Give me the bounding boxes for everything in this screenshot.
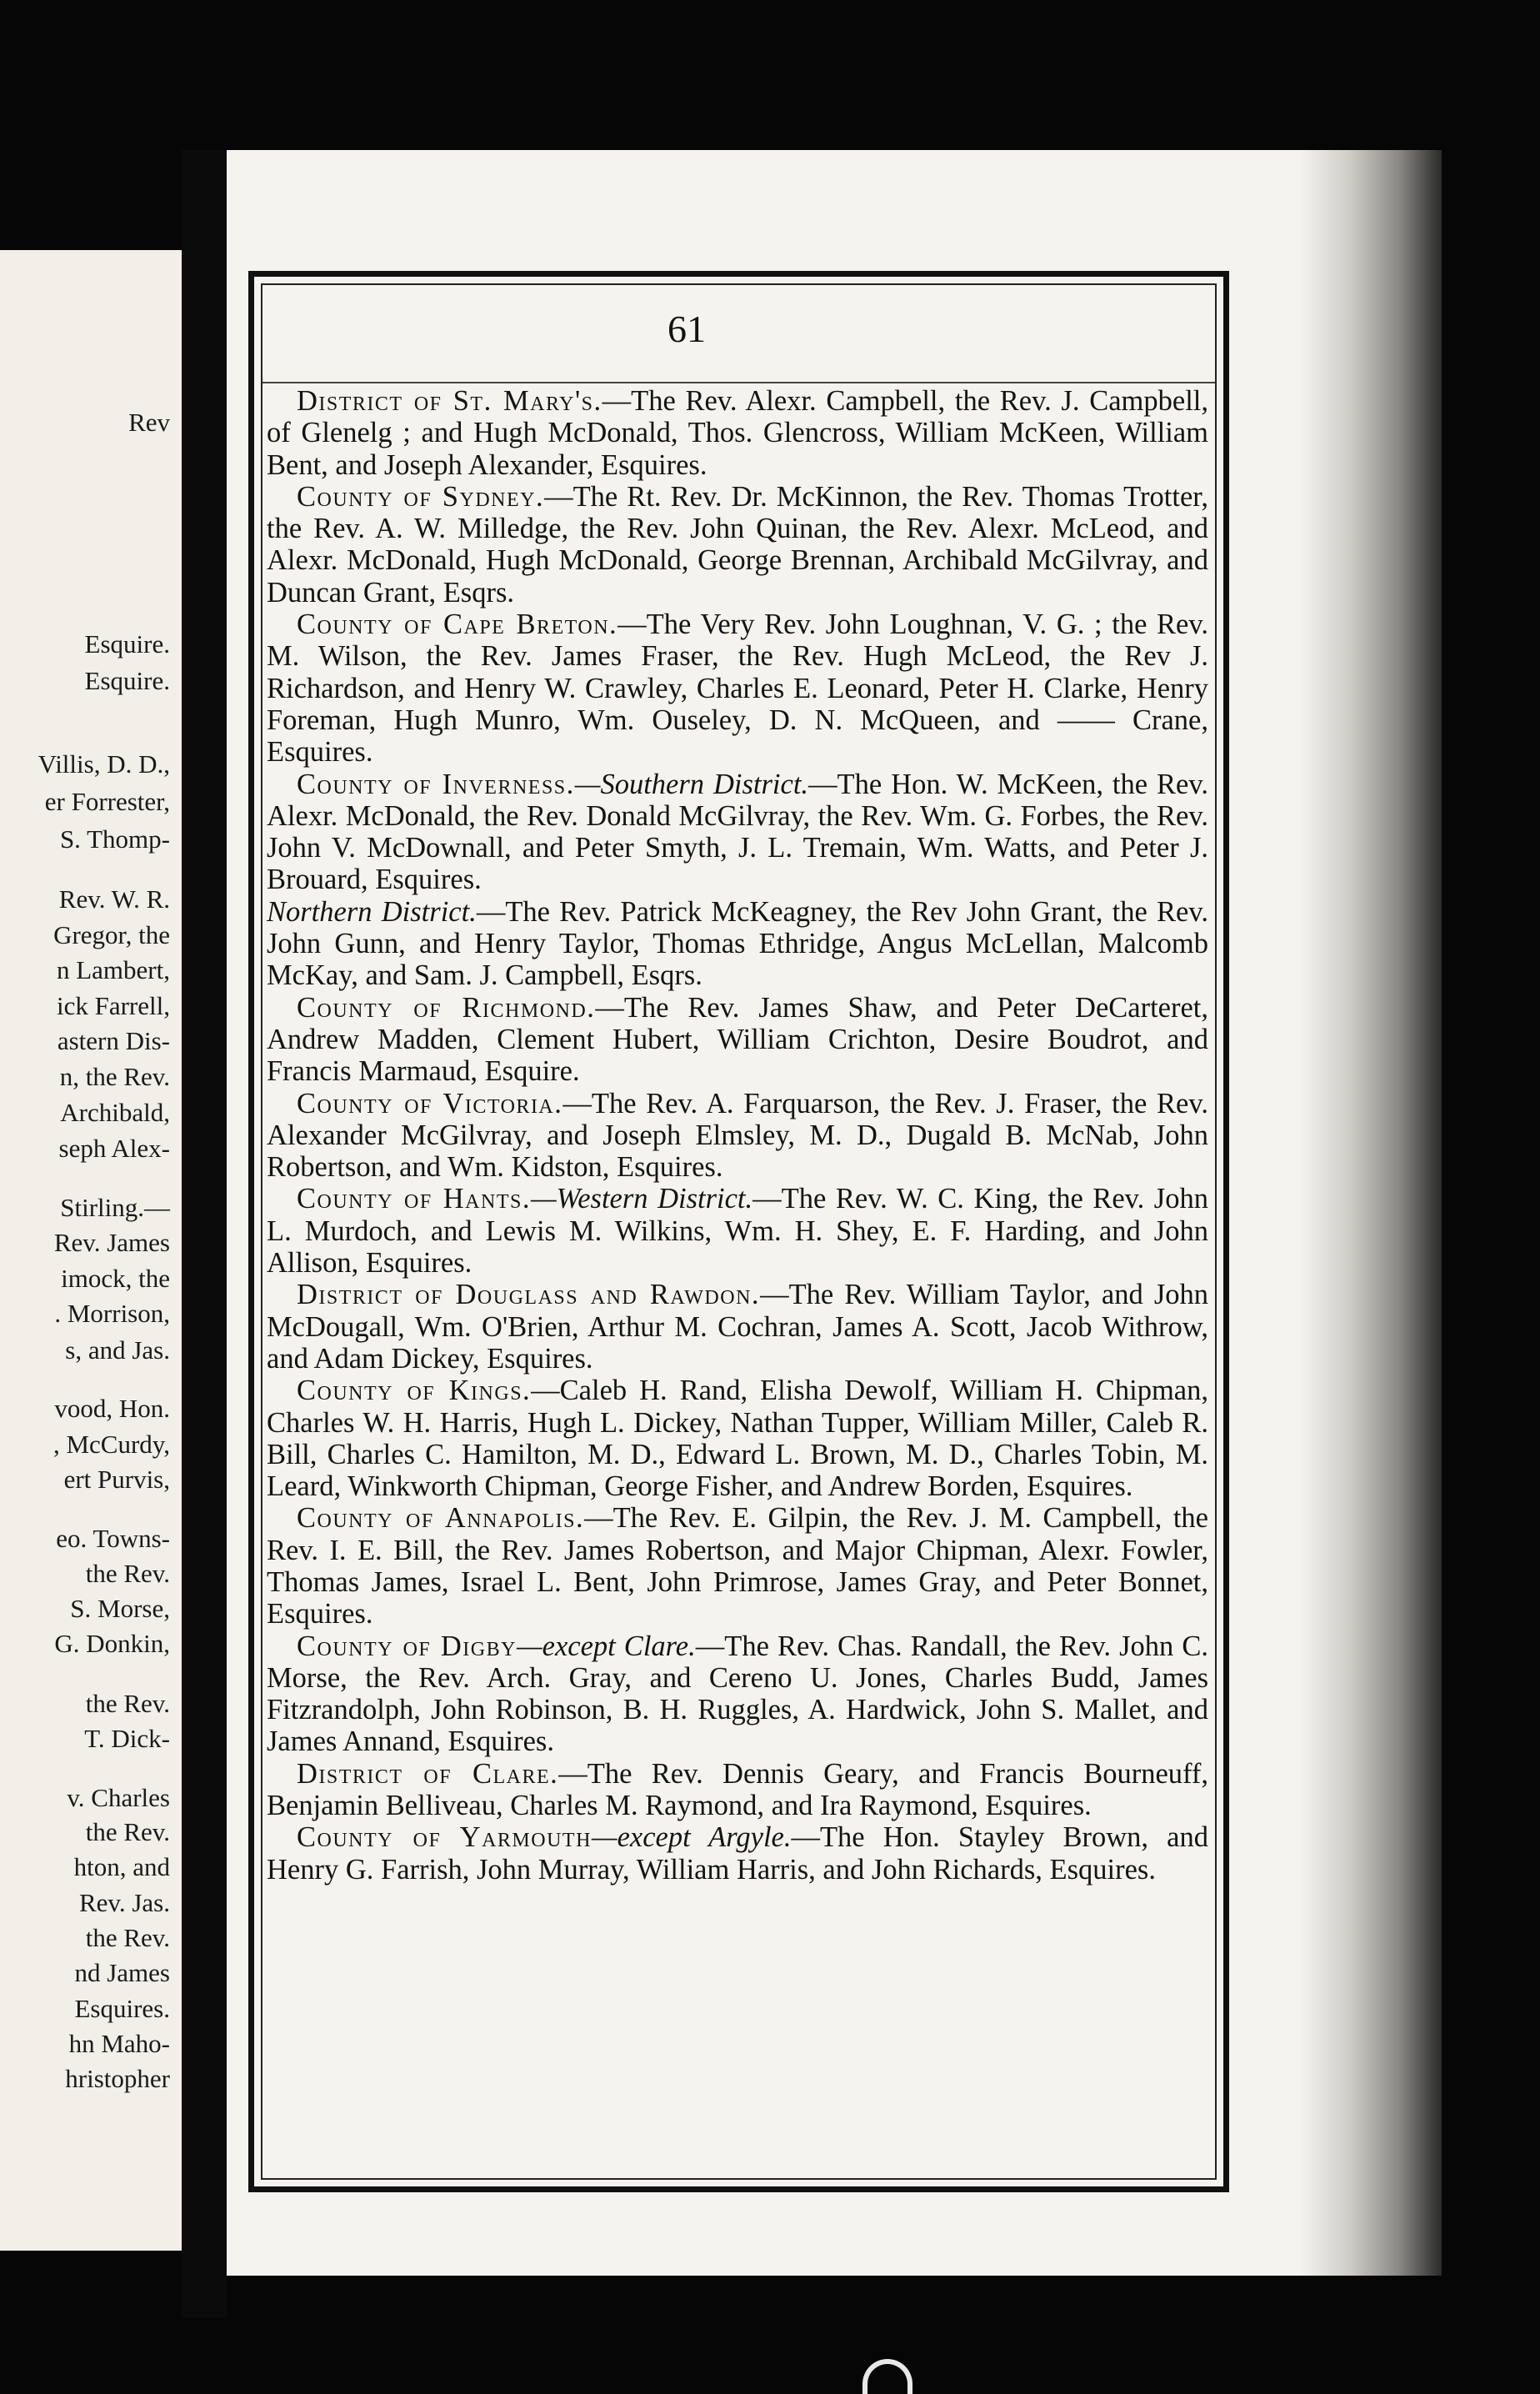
district-entry bbox=[267, 1183, 1208, 1279]
left-page-line: ick Farrell, bbox=[56, 991, 170, 1020]
left-page-line: astern Dis- bbox=[57, 1026, 170, 1055]
district-heading: County of Annapolis. bbox=[297, 1502, 585, 1535]
district-entry bbox=[267, 1502, 1208, 1630]
district-members: —The Rev. E. Gilpin, the Rev. J. M. Campbell, the Rev. I. E. Bill, the Rev. James Robertson, and Major Chipman, Alexr. Fowler, Thomas James, Israel L. Bent, John Primrose, James Gray, and Peter Bonnet, Esquires. bbox=[267, 1502, 1208, 1630]
district-entry bbox=[267, 1279, 1208, 1375]
district-entry bbox=[267, 896, 1208, 992]
district-entry bbox=[267, 385, 1208, 481]
left-page-line: hton, and bbox=[73, 1852, 170, 1881]
district-entry bbox=[267, 1821, 1208, 1886]
district-members: —The Rev. James Shaw, and Peter DeCarteret, Andrew Madden, Clement Hubert, William Crichton, Desire Boudrot, and Francis Marmaud, Esquire. bbox=[267, 991, 1209, 1088]
district-heading: District of Douglass and Rawdon. bbox=[297, 1279, 761, 1311]
left-page-line: Esquire. bbox=[84, 666, 170, 695]
left-page-line: Esquire. bbox=[84, 629, 170, 659]
district-members: —The Hon. W. McKeen, the Rev. Alexr. McDonald, the Rev. Donald McGilvray, the Rev. Wm. G. Forbes, the Rev. John V. McDownall, and Peter Smyth, J. L. Tremain, Wm. Watts, and Peter J. Brouard, Esquires. bbox=[267, 768, 1209, 896]
magistrates-list bbox=[267, 385, 1208, 1886]
district-subheading: —except Argyle. bbox=[591, 1821, 792, 1854]
district-heading: County of Digby bbox=[297, 1630, 517, 1662]
left-page-line: Rev bbox=[128, 408, 170, 437]
district-entry bbox=[267, 481, 1208, 609]
left-page-line: the Rev. bbox=[85, 1689, 170, 1718]
district-entry bbox=[267, 1758, 1208, 1822]
header-rule bbox=[262, 382, 1215, 383]
left-page-line: er Forrester, bbox=[44, 787, 170, 816]
district-heading: County of Yarmouth bbox=[297, 1821, 592, 1854]
left-page-line: hristopher bbox=[65, 2064, 170, 2093]
left-page-line: ert Purvis, bbox=[63, 1465, 170, 1494]
district-entry bbox=[267, 1630, 1208, 1758]
left-page-line: n Lambert, bbox=[56, 955, 170, 984]
district-heading: District of Clare. bbox=[297, 1757, 559, 1790]
left-page-line: Stirling.— bbox=[60, 1193, 170, 1222]
left-page-line: the Rev. bbox=[85, 1559, 170, 1588]
left-page-line: nd James bbox=[74, 1958, 170, 1987]
left-page-line: Rev. James bbox=[53, 1228, 170, 1257]
district-entry bbox=[267, 1375, 1208, 1502]
district-members: —The Rev. A. Farquarson, the Rev. J. Fraser, the Rev. Alexander McGilvray, and Joseph Elmsley, M. D., Dugald B. McNab, John Robertson, and Wm. Kidston, Esquires. bbox=[267, 1087, 1208, 1184]
district-members: —The Rev. Alexr. Campbell, the Rev. J. Campbell, of Glenelg ; and Hugh McDonald, Thos. Glencross, William McKeen, William Bent, and Joseph Alexander, Esquires. bbox=[267, 385, 1208, 481]
district-entry bbox=[267, 769, 1208, 896]
left-page-line: seph Alex- bbox=[58, 1134, 170, 1163]
district-members: —Caleb H. Rand, Elisha Dewolf, William H. Chipman, Charles W. H. Harris, Hugh L. Dickey, Nathan Tupper, William Miller, Caleb R. Bill, Charles C. Hamilton, M. D., Edward L. Brown, M. D., Charles Tobin, M. Leard, Winkworth Chipman, George Fisher, and Andrew Borden, Esquires. bbox=[267, 1375, 1208, 1503]
district-members: —The Rev. Patrick McKeagney, the Rev John Grant, the Rev. John Gunn, and Henry Taylor, Thomas Ethridge, Angus McLellan, Malcomb McKay, and Sam. J. Campbell, Esqrs. bbox=[267, 895, 1208, 992]
left-page-line: S. Thomp- bbox=[59, 824, 170, 854]
left-page-line: , McCurdy, bbox=[52, 1430, 170, 1459]
district-members: —The Rev. Chas. Randall, the Rev. John C. Morse, the Rev. Arch. Gray, and Cereno U. Jones, Charles Budd, James Fitzrandolph, John Robinson, B. H. Ruggles, A. Hardwick, John S. Mallet, and James Annand, Esquires. bbox=[267, 1630, 1208, 1758]
left-page-line: S. Morse, bbox=[70, 1594, 170, 1623]
page-gutter bbox=[182, 150, 227, 2317]
left-page-line: Villis, D. D., bbox=[38, 749, 170, 779]
district-heading: County of Richmond. bbox=[297, 991, 596, 1024]
binding-mark bbox=[862, 2359, 912, 2394]
left-page-line: n, the Rev. bbox=[59, 1062, 170, 1091]
left-page-line: hn Maho- bbox=[68, 2029, 170, 2058]
left-page-line: eo. Towns- bbox=[56, 1524, 170, 1553]
left-page-line: G. Donkin, bbox=[54, 1629, 170, 1658]
district-entry bbox=[267, 992, 1208, 1088]
district-members: —The Hon. Stayley Brown, and Henry G. Farrish, John Murray, William Harris, and John Richards, Esquires. bbox=[267, 1821, 1208, 1886]
district-members: —The Rev. William Taylor, and John McDougall, Wm. O'Brien, Arthur M. Cochran, James A. Scott, Jacob Withrow, and Adam Dickey, Esquires. bbox=[267, 1279, 1208, 1375]
page-number: 61 bbox=[668, 308, 706, 350]
district-entry bbox=[267, 609, 1208, 768]
left-page-line: imock, the bbox=[61, 1264, 170, 1293]
left-page-line: v. Charles bbox=[67, 1783, 170, 1812]
district-heading: County of Inverness. bbox=[297, 768, 575, 800]
left-page-line: Rev. W. R. bbox=[58, 884, 170, 914]
left-page-line: T. Dick- bbox=[84, 1724, 170, 1753]
district-subheading: —except Clare. bbox=[516, 1630, 696, 1662]
left-page-line: the Rev. bbox=[85, 1817, 170, 1846]
district-entry bbox=[267, 1088, 1208, 1184]
left-page-fragment bbox=[0, 250, 182, 2251]
page-edge-shadow bbox=[1300, 150, 1442, 2276]
district-members: —The Rev. W. C. King, the Rev. John L. Murdoch, and Lewis M. Wilkins, Wm. H. Shey, E. F. Harding, and John Allison, Esquires. bbox=[267, 1183, 1208, 1280]
district-heading: County of Cape Breton. bbox=[297, 609, 618, 641]
left-page-line: the Rev. bbox=[85, 1923, 170, 1952]
district-subheading: —Western District. bbox=[530, 1183, 753, 1215]
left-page-line: Rev. Jas. bbox=[78, 1888, 170, 1917]
left-page-line: . Morrison, bbox=[54, 1299, 170, 1328]
left-page-line: s, and Jas. bbox=[65, 1335, 170, 1365]
district-heading: County of Sydney. bbox=[297, 480, 545, 513]
district-heading: County of Hants. bbox=[297, 1183, 531, 1215]
left-page-line: Gregor, the bbox=[53, 920, 170, 949]
left-page-line: vood, Hon. bbox=[54, 1394, 170, 1423]
district-subheading: —Southern District. bbox=[574, 768, 809, 800]
left-page-line: Archibald, bbox=[60, 1098, 170, 1127]
district-members: —The Rt. Rev. Dr. McKinnon, the Rev. Thomas Trotter, the Rev. A. W. Milledge, the Rev. John Quinan, the Rev. Alexr. McLeod, and Alexr. McDonald, Hugh McDonald, George Brennan, Archibald McGilvray, and Duncan Grant, Esqrs. bbox=[267, 480, 1208, 609]
district-heading: County of Victoria. bbox=[297, 1087, 563, 1119]
district-heading: County of Kings. bbox=[297, 1375, 532, 1407]
district-subheading: Northern District. bbox=[267, 895, 477, 928]
district-members: —The Very Rev. John Loughnan, V. G. ; the Rev. M. Wilson, the Rev. James Fraser, the Rev. Hugh McLeod, the Rev J. Richardson, and Henry W. Crawley, Charles E. Leonard, Peter H. Clarke, Henry Foreman, Hugh Munro, Wm. Ouseley, D. N. McQueen, and —— Crane, Esquires. bbox=[267, 609, 1208, 769]
left-page-line: Esquires. bbox=[74, 1994, 170, 2023]
district-members: —The Rev. Dennis Geary, and Francis Bourneuff, Benjamin Belliveau, Charles M. Raymond, and Ira Raymond, Esquires. bbox=[267, 1757, 1209, 1822]
district-heading: District of St. Mary's. bbox=[297, 385, 602, 417]
